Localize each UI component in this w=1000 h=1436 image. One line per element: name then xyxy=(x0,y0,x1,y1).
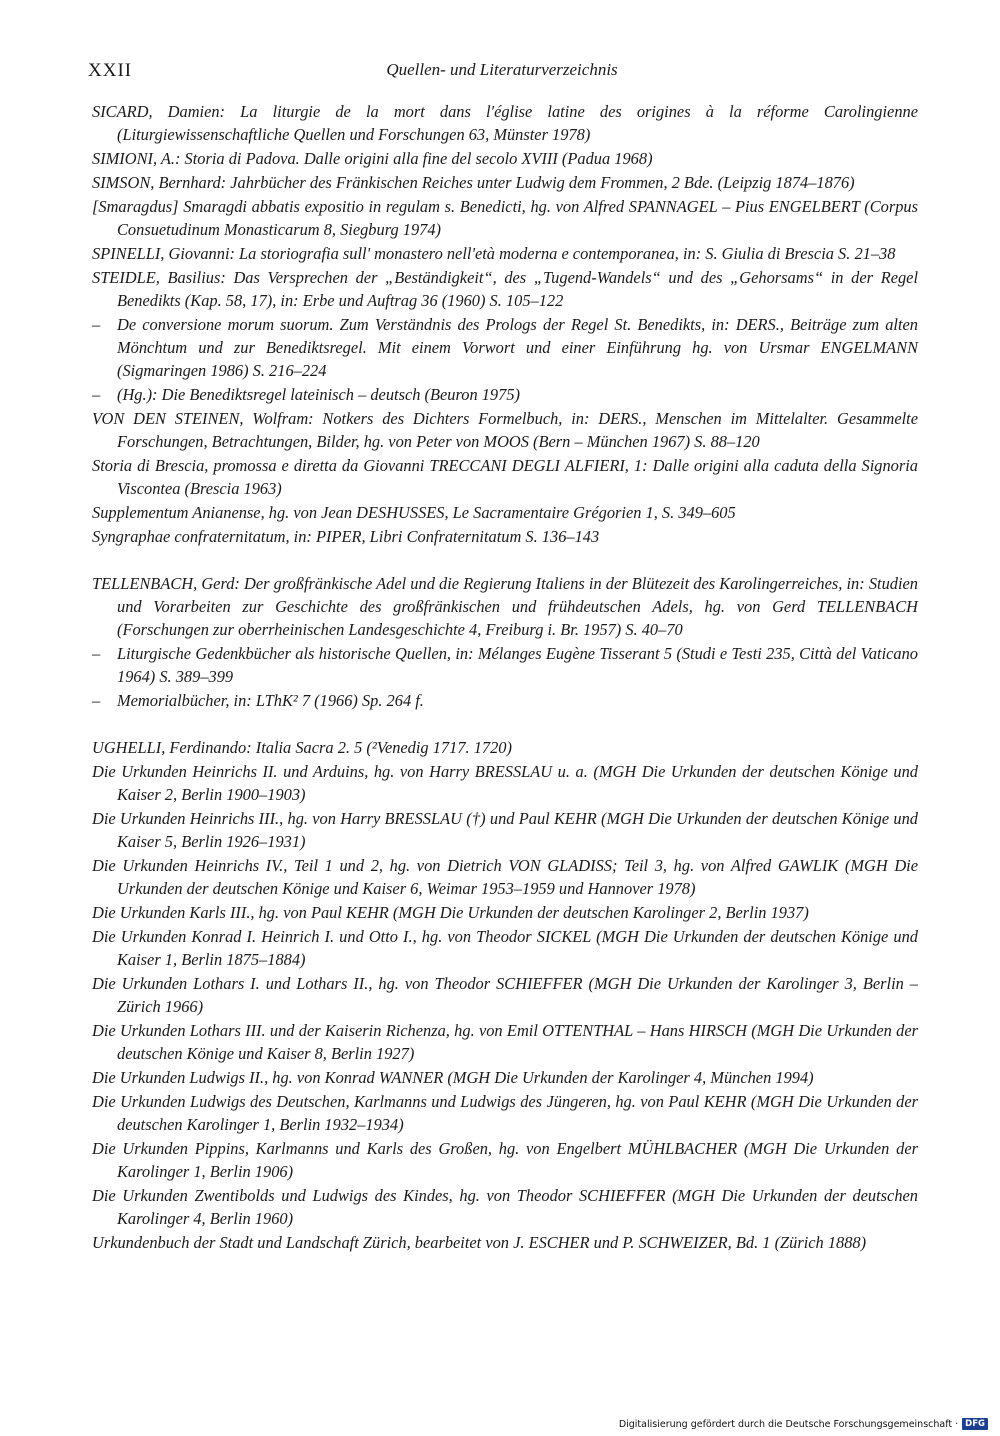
entry-text: Die Urkunden Zwentibolds und Ludwigs des Kindes, hg. von Theodor SCHIEFFER (MGH Die Urkunden der deutschen Karolinger 4, Berlin 1960) xyxy=(92,1186,918,1228)
bibliography-entry xyxy=(92,1231,918,1254)
bibliography-subentry xyxy=(92,642,918,688)
bibliography-entry xyxy=(92,760,918,806)
bibliography-entry xyxy=(92,1137,918,1183)
entry-text: Die Urkunden Heinrichs IV., Teil 1 und 2, hg. von Dietrich VON GLADISS; Teil 3, hg. von Alfred GAWLIK (MGH Die Urkunden der deutschen Könige und Kaiser 6, Weimar 1953–1959 und Hannover 1978) xyxy=(92,856,918,898)
bibliography-entry xyxy=(92,100,918,146)
bibliography-entry xyxy=(92,454,918,500)
entry-text: Die Urkunden Ludwigs II., hg. von Konrad WANNER (MGH Die Urkunden der Karolinger 4, München 1994) xyxy=(92,1068,814,1087)
dash-mark: – xyxy=(92,385,101,404)
entry-text: SICARD, Damien: La liturgie de la mort dans l'église latine des origines à la réforme Carolingienne (Liturgiewissenschaftliche Quellen und Forschungen 63, Münster 1978) xyxy=(92,102,918,144)
bibliography-subentry xyxy=(92,383,918,406)
bibliography-entry xyxy=(92,1090,918,1136)
entry-text: Liturgische Gedenkbücher als historische Quellen, in: Mélanges Eugène Tisserant 5 (Studi e Testi 235, Città del Vaticano 1964) S. 389–399 xyxy=(117,644,918,686)
bibliography-list xyxy=(92,100,918,1255)
dash-mark: – xyxy=(92,691,101,710)
bibliography-entry xyxy=(92,925,918,971)
dash-mark: – xyxy=(92,644,101,663)
bibliography-entry xyxy=(92,736,918,759)
bibliography-entry xyxy=(92,901,918,924)
bibliography-subentry xyxy=(92,689,918,712)
bibliography-entry xyxy=(92,807,918,853)
bibliography-subentry xyxy=(92,313,918,382)
bibliography-entry xyxy=(92,1066,918,1089)
entry-text: SPINELLI, Giovanni: La storiografia sull' monastero nell'età moderna e contemporanea, in: S. Giulia di Brescia S. 21–38 xyxy=(92,244,896,263)
page-number: XXII xyxy=(88,60,133,81)
entry-text: VON DEN STEINEN, Wolfram: Notkers des Dichters Formelbuch, in: DERS., Menschen im Mittelalter. Gesammelte Forschungen, Betrachtungen, Bilder, hg. von Peter von MOOS (Bern – München 1967) S. 88–120 xyxy=(92,409,918,451)
bibliography-entry xyxy=(92,195,918,241)
entry-text: TELLENBACH, Gerd: Der großfränkische Adel und die Regierung Italiens in der Blütezeit des Karolingerreiches, in: Studien und Vorarbeiten zur Geschichte des großfränkischen und frühdeutschen Adels, hg. von Gerd TELLENBACH (Forschungen zur oberrheinischen Landesgeschichte 4, Freiburg i. Br. 1957) S. 40–70 xyxy=(92,574,918,639)
entry-text: Die Urkunden Heinrichs III., hg. von Harry BRESSLAU (†) und Paul KEHR (MGH Die Urkunden der deutschen Könige und Kaiser 5, Berlin 1926–1931) xyxy=(92,809,918,851)
bibliography-entry xyxy=(92,407,918,453)
entry-text: [Smaragdus] Smaragdi abbatis expositio in regulam s. Benedicti, hg. von Alfred SPANNAGEL – Pius ENGELBERT (Corpus Consuetudinum Monasticarum 8, Siegburg 1974) xyxy=(92,197,918,239)
entry-text: De conversione morum suorum. Zum Verständnis des Prologs der Regel St. Benedikts, in: DERS., Beiträge zum alten Mönchtum und zur Benediktsregel. Mit einem Vorwort und einer Einführung hg. von Ursmar ENGELMANN (Sigmaringen 1986) S. 216–224 xyxy=(117,315,918,380)
bibliography-entry xyxy=(92,242,918,265)
entry-text: Die Urkunden Karls III., hg. von Paul KEHR (MGH Die Urkunden der deutschen Karolinger 2, Berlin 1937) xyxy=(92,903,809,922)
dash-mark: – xyxy=(92,315,101,334)
dfg-logo: DFG xyxy=(962,1418,988,1430)
entry-text: SIMIONI, A.: Storia di Padova. Dalle origini alla fine del secolo XVIII (Padua 1968) xyxy=(92,149,653,168)
bibliography-entry xyxy=(92,972,918,1018)
footer-text: Digitalisierung gefördert durch die Deutsche Forschungsgemeinschaft · xyxy=(618,1418,959,1430)
entry-text: Die Urkunden Heinrichs II. und Arduins, hg. von Harry BRESSLAU u. a. (MGH Die Urkunden der deutschen Könige und Kaiser 2, Berlin 1900–1903) xyxy=(92,762,918,804)
entry-text: Storia di Brescia, promossa e diretta da Giovanni TRECCANI DEGLI ALFIERI, 1: Dalle origini alla caduta della Signoria Viscontea (Brescia 1963) xyxy=(92,456,918,498)
bibliography-entry xyxy=(92,572,918,641)
entry-text: SIMSON, Bernhard: Jahrbücher des Fränkischen Reiches unter Ludwig dem Frommen, 2 Bde. (Leipzig 1874–1876) xyxy=(92,173,855,192)
bibliography-entry xyxy=(92,1184,918,1230)
entry-text: STEIDLE, Basilius: Das Versprechen der „Beständigkeit“, des „Tugend-Wandels“ und des „Gehorsams“ in der Regel Benedikts (Kap. 58, 17), in: Erbe und Auftrag 36 (1960) S. 105–122 xyxy=(92,268,918,310)
entry-text: Syngraphae confraternitatum, in: PIPER, Libri Confraternitatum S. 136–143 xyxy=(92,527,600,546)
section-gap xyxy=(92,549,918,572)
digitization-footer xyxy=(619,1417,988,1431)
bibliography-entry xyxy=(92,1019,918,1065)
page-header xyxy=(88,60,916,84)
entry-text: (Hg.): Die Benediktsregel lateinisch – deutsch (Beuron 1975) xyxy=(117,385,520,404)
bibliography-entry xyxy=(92,147,918,170)
entry-text: Die Urkunden Ludwigs des Deutschen, Karlmanns und Ludwigs des Jüngeren, hg. von Paul KEHR (MGH Die Urkunden der deutschen Karolinger 1, Berlin 1932–1934) xyxy=(92,1092,918,1134)
section-gap xyxy=(92,713,918,736)
running-title: Quellen- und Literaturverzeichnis xyxy=(386,60,618,79)
bibliography-entry xyxy=(92,525,918,548)
entry-text: Memorialbücher, in: LThK² 7 (1966) Sp. 264 f. xyxy=(117,691,424,710)
bibliography-entry xyxy=(92,171,918,194)
entry-text: Supplementum Anianense, hg. von Jean DESHUSSES, Le Sacramentaire Grégorien 1, S. 349–605 xyxy=(92,503,736,522)
entry-text: Die Urkunden Konrad I. Heinrich I. und Otto I., hg. von Theodor SICKEL (MGH Die Urkunden der deutschen Könige und Kaiser 1, Berlin 1875–1884) xyxy=(92,927,918,969)
entry-text: UGHELLI, Ferdinando: Italia Sacra 2. 5 (²Venedig 1717. 1720) xyxy=(92,738,512,757)
bibliography-entry xyxy=(92,501,918,524)
entry-text: Die Urkunden Lothars III. und der Kaiserin Richenza, hg. von Emil OTTENTHAL – Hans HIRSCH (MGH Die Urkunden der deutschen Könige und Kaiser 8, Berlin 1927) xyxy=(92,1021,918,1063)
bibliography-entry xyxy=(92,266,918,312)
bibliography-entry xyxy=(92,854,918,900)
entry-text: Urkundenbuch der Stadt und Landschaft Zürich, bearbeitet von J. ESCHER und P. SCHWEIZER, Bd. 1 (Zürich 1888) xyxy=(92,1233,867,1252)
entry-text: Die Urkunden Pippins, Karlmanns und Karls des Großen, hg. von Engelbert MÜHLBACHER (MGH Die Urkunden der Karolinger 1, Berlin 1906) xyxy=(92,1139,918,1181)
entry-text: Die Urkunden Lothars I. und Lothars II., hg. von Theodor SCHIEFFER (MGH Die Urkunden der Karolinger 3, Berlin – Zürich 1966) xyxy=(92,974,918,1016)
